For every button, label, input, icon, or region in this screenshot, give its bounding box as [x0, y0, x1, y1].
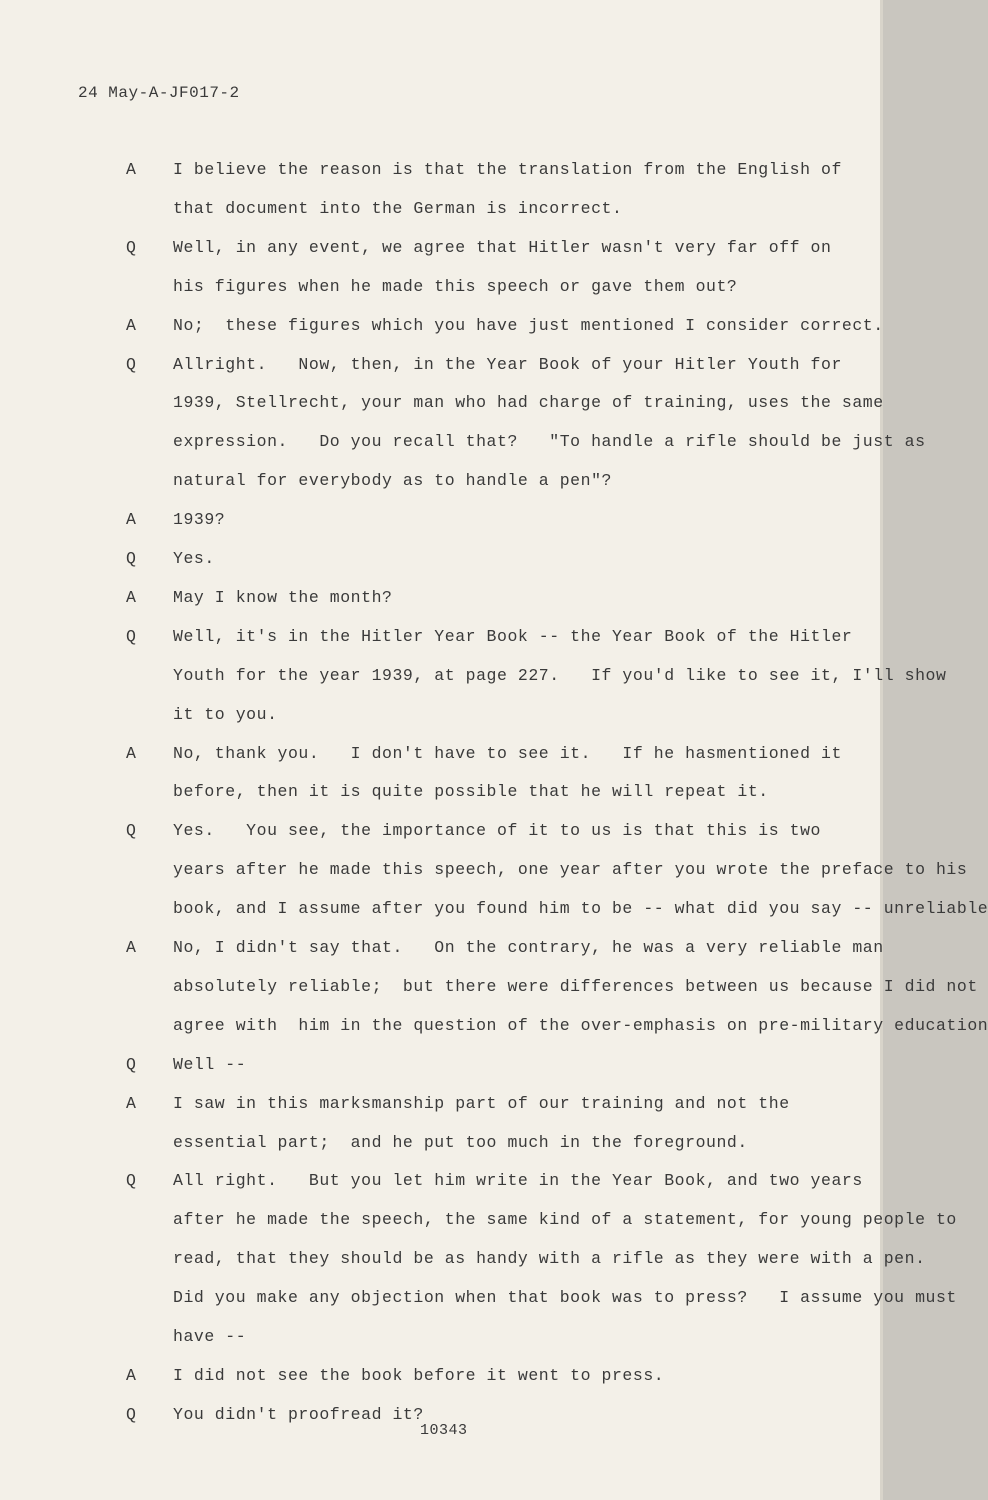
line-text: essential part; and he put too much in the foreground.: [173, 1132, 748, 1152]
line-text: No, thank you. I don't have to see it. If he hasmentioned it: [173, 743, 842, 763]
line-text: his figures when he made this speech or gave them out?: [173, 276, 738, 296]
line-text: No; these figures which you have just mentioned I consider correct.: [173, 315, 884, 335]
line-text: after he made the speech, the same kind of a statement, for young people to: [173, 1210, 957, 1230]
line-text: expression. Do you recall that? "To handle a rifle should be just as: [173, 432, 926, 452]
speaker-label: A: [126, 315, 137, 335]
line-text: absolutely reliable; but there were differences between us because I did not: [173, 976, 978, 996]
page-number: 10343: [420, 1422, 468, 1439]
line-text: All right. But you let him write in the Year Book, and two years: [173, 1171, 863, 1191]
line-text: Youth for the year 1939, at page 227. If you'd like to see it, I'll show: [173, 665, 947, 685]
speaker-label: Q: [126, 1404, 137, 1424]
line-text: 1939?: [173, 510, 226, 530]
speaker-label: Q: [126, 237, 137, 257]
line-text: May I know the month?: [173, 587, 393, 607]
page-reference: 24 May-A-JF017-2: [78, 84, 240, 102]
line-text: No, I didn't say that. On the contrary, he was a very reliable man: [173, 938, 884, 957]
line-text: You didn't proofread it?: [173, 1404, 424, 1424]
speaker-label: Q: [126, 549, 137, 568]
speaker-label: A: [126, 743, 137, 763]
line-text: 1939, Stellrecht, your man who had charge of training, uses the same: [173, 393, 884, 413]
line-text: it to you.: [173, 704, 278, 724]
speaker-label: Q: [126, 821, 137, 841]
line-text: Yes.: [173, 549, 215, 568]
line-text: Allright. Now, then, in the Year Book of your Hitler Youth for: [173, 354, 842, 374]
line-text: I saw in this marksmanship part of our training and not the: [173, 1093, 790, 1113]
speaker-label: Q: [126, 354, 137, 374]
line-text: agree with him in the question of the over-emphasis on pre-military education: [173, 1015, 988, 1035]
line-text: have --: [173, 1327, 247, 1346]
line-text: before, then it is quite possible that he will repeat it.: [173, 782, 769, 802]
line-text: read, that they should be as handy with a rifle as they were with a pen.: [173, 1249, 926, 1269]
line-text: book, and I assume after you found him to be -- what did you say -- unreliable: [173, 899, 988, 919]
line-text: Well, it's in the Hitler Year Book -- the Year Book of the Hitler: [173, 626, 853, 646]
speaker-label: A: [126, 1093, 137, 1113]
speaker-label: A: [126, 1365, 137, 1385]
line-text: years after he made this speech, one year after you wrote the preface to his: [173, 860, 968, 880]
line-text: that document into the German is incorrect.: [173, 198, 623, 218]
speaker-label: Q: [126, 626, 137, 646]
speaker-label: A: [126, 587, 137, 607]
speaker-label: Q: [126, 1054, 137, 1074]
line-text: Yes. You see, the importance of it to us is that this is two: [173, 821, 821, 841]
line-text: natural for everybody as to handle a pen"?: [173, 471, 612, 491]
speaker-label: Q: [126, 1171, 137, 1191]
line-text: I believe the reason is that the translation from the English of: [173, 160, 842, 179]
line-text: Did you make any objection when that book was to press? I assume you must: [173, 1288, 957, 1308]
line-text: Well, in any event, we agree that Hitler wasn't very far off on: [173, 237, 832, 257]
speaker-label: A: [126, 938, 137, 957]
line-text: I did not see the book before it went to press.: [173, 1365, 665, 1385]
line-text: Well --: [173, 1054, 247, 1074]
speaker-label: A: [126, 160, 137, 179]
speaker-label: A: [126, 510, 137, 530]
